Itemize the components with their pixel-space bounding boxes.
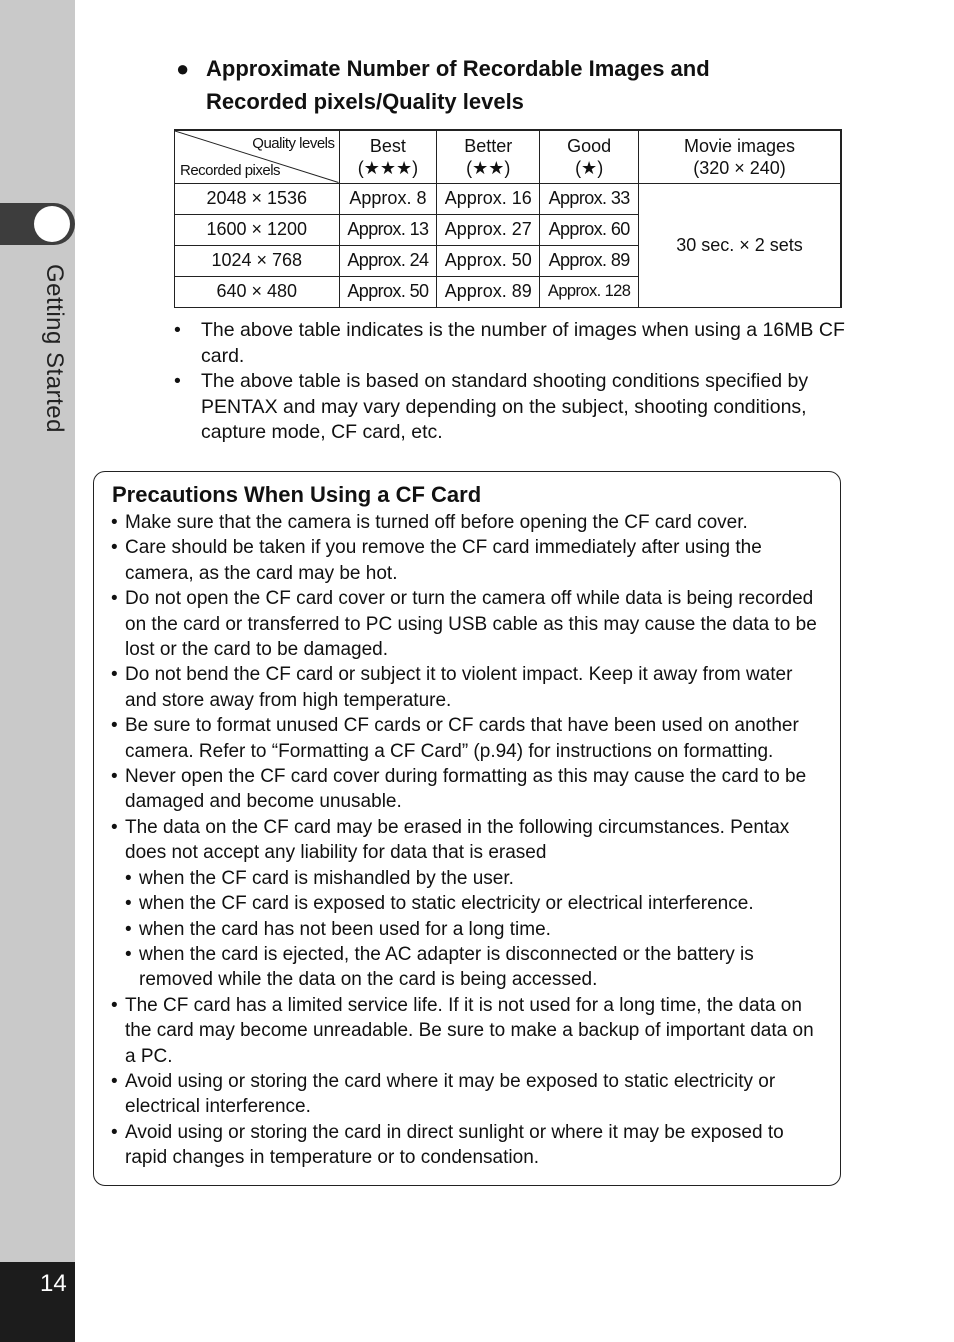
side-strip (0, 0, 75, 1342)
header-label: Best (369, 135, 406, 156)
precaution-subtext: when the card is ejected, the AC adapter is disconnected or the battery is removed while the data on the card is being accessed. (139, 943, 754, 991)
precautions-title: Precautions When Using a CF Card (112, 482, 482, 507)
cell-good: Approx. 60 (540, 214, 639, 245)
section-label: Getting Started (41, 264, 68, 433)
cell-pixels: 640 × 480 (175, 276, 340, 307)
list-item (111, 942, 828, 993)
bullet-icon: • (125, 893, 132, 915)
bullet-icon: • (111, 1070, 118, 1092)
table-notes (174, 318, 846, 446)
bullet-icon: • (125, 918, 132, 940)
cell-better: Approx. 16 (437, 183, 540, 214)
cell-good: Approx. 33 (540, 183, 639, 214)
precaution-text: Be sure to format unused CF cards or CF cards that have been used on another camera. Refer to “Formatting a CF Card” (p.94) for instructions on formatting. (125, 715, 799, 762)
bullet-icon: • (111, 766, 118, 788)
precaution-subtext: when the CF card is exposed to static electricity or electrical interference. (139, 893, 754, 915)
section-heading (176, 52, 856, 118)
precaution-text: Do not open the CF card cover or turn the camera off while data is being recorded on the card or transferred to PC using USB cable as this may cause the data to be lost or the card to be damaged. (125, 588, 817, 661)
corner-label-pixels: Recorded pixels (180, 161, 281, 179)
precaution-text: Avoid using or storing the card where it may be exposed to static electricity or electrical interference. (125, 1070, 776, 1118)
header-best (339, 130, 437, 183)
bullet-icon: • (174, 319, 181, 341)
header-better (437, 130, 540, 183)
bullet-icon: • (111, 715, 118, 737)
precaution-text: The data on the CF card may be erased in the following circumstances. Pentax does not accept any liability for data that is erased (125, 816, 790, 864)
precautions-box (93, 471, 841, 1186)
bullet-icon: • (111, 512, 118, 533)
cell-movie: 30 sec. × 2 sets (639, 183, 841, 307)
list-item (111, 535, 828, 586)
bullet-icon: • (111, 1121, 118, 1143)
header-label: Good (567, 135, 612, 156)
list-item (111, 1120, 828, 1171)
header-movie (639, 130, 841, 183)
header-good (540, 130, 639, 183)
corner-label-quality: Quality levels (252, 135, 335, 152)
precaution-subtext: when the card has not been used for a long time. (139, 918, 551, 940)
cell-pixels: 2048 × 1536 (175, 183, 340, 214)
header-movie-size: (320 × 240) (693, 157, 786, 178)
list-item (111, 764, 828, 815)
list-item (111, 993, 828, 1069)
filled-circle-icon: ● (176, 56, 190, 81)
precaution-text: Do not bend the CF card or subject it to violent impact. Keep it away from water and store away from high temperature. (125, 664, 793, 711)
cell-good: Approx. 128 (540, 276, 639, 307)
circle-icon (34, 206, 70, 242)
precaution-subtext: when the CF card is mishandled by the user. (139, 867, 514, 889)
bullet-icon: • (111, 537, 118, 559)
table-row (175, 183, 842, 214)
list-item (111, 510, 828, 535)
cell-better: Approx. 89 (437, 276, 540, 307)
bullet-icon: • (111, 664, 118, 686)
cell-best: Approx. 50 (339, 276, 437, 307)
cell-good: Approx. 89 (540, 245, 639, 276)
list-item (111, 586, 828, 662)
list-item (174, 318, 846, 369)
recordable-images-table (174, 129, 842, 308)
list-item (111, 662, 828, 713)
bullet-icon: • (174, 370, 181, 392)
heading-line-2: Recorded pixels/Quality levels (206, 89, 524, 114)
precaution-text: Make sure that the camera is turned off before opening the CF card cover. (125, 512, 748, 533)
star-rating-icon: (★★★) (357, 157, 419, 178)
star-rating-icon: (★) (575, 157, 604, 178)
bullet-icon: • (111, 816, 118, 838)
cell-best: Approx. 8 (339, 183, 437, 214)
bullet-icon: • (111, 994, 118, 1016)
table-corner-cell (175, 130, 340, 183)
cell-pixels: 1024 × 768 (175, 245, 340, 276)
precaution-text: Never open the CF card cover during formatting as this may cause the card to be damaged and become unusable. (125, 766, 807, 813)
bullet-icon: • (111, 588, 118, 610)
list-item (174, 369, 846, 446)
precaution-text: The CF card has a limited service life. If it is not used for a long time, the data on the card may become unreadable. Be sure to make a backup of important data on a PC. (125, 994, 814, 1067)
precautions-list (111, 510, 828, 1171)
list-item (111, 891, 828, 916)
table-header-row (175, 130, 842, 183)
list-item (111, 1069, 828, 1120)
precaution-text: Avoid using or storing the card in direct sunlight or where it may be exposed to rapid changes in temperature or to condensation. (125, 1121, 784, 1169)
note-text: The above table indicates is the number of images when using a 16MB CF card. (201, 319, 845, 367)
cell-pixels: 1600 × 1200 (175, 214, 340, 245)
cell-better: Approx. 50 (437, 245, 540, 276)
precaution-text: Care should be taken if you remove the CF card immediately after using the camera, as the card may be hot. (125, 537, 762, 584)
list-item (111, 815, 828, 866)
cell-better: Approx. 27 (437, 214, 540, 245)
star-rating-icon: (★★) (466, 157, 511, 178)
bullet-icon: • (125, 867, 132, 889)
list-item (111, 866, 828, 891)
page-number: 14 (40, 1270, 67, 1297)
heading-line-1: Approximate Number of Recordable Images and (206, 56, 710, 81)
list-item (111, 713, 828, 764)
cell-best: Approx. 13 (339, 214, 437, 245)
list-item (111, 917, 828, 942)
header-label: Movie images (684, 135, 796, 156)
cell-best: Approx. 24 (339, 245, 437, 276)
header-label: Better (464, 135, 513, 156)
note-text: The above table is based on standard shooting conditions specified by PENTAX and may vary depending on the subject, shooting conditions, capture mode, CF card, etc. (201, 370, 809, 443)
bullet-icon: • (125, 943, 132, 965)
